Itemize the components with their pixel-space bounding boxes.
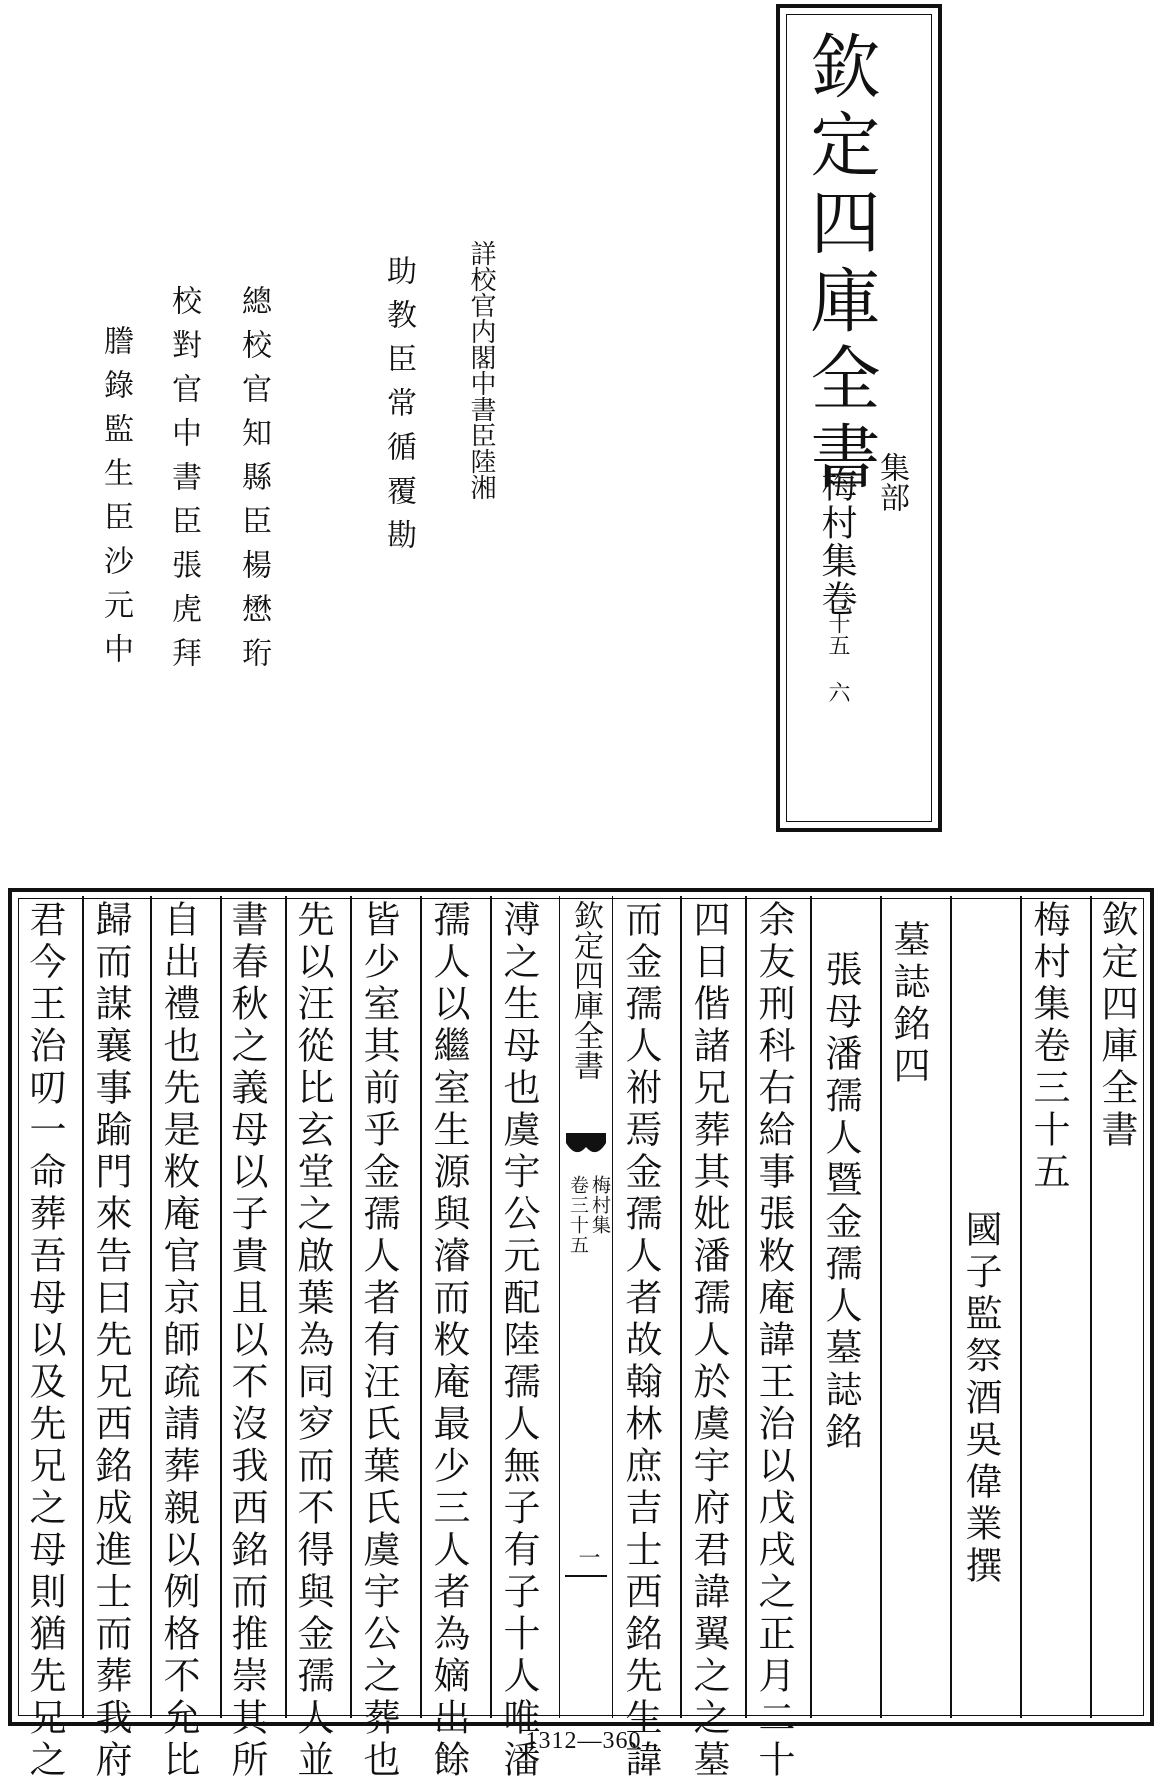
column-rule: [810, 896, 812, 1718]
fold-leaf-number: 一: [575, 1546, 600, 1568]
column-rule: [420, 896, 422, 1718]
piece-title: 張母潘孺人暨金孺人墓誌銘: [819, 950, 862, 1454]
credit-collator: 校對官中書臣張虎拜: [166, 285, 201, 681]
text-line: 孺人以繼室生源與濬而敉庵最少三人者為嫡出餘: [427, 900, 470, 1782]
text-line: 歸而謀襄事踰門來告曰先兄西銘成進士而葬我府: [89, 900, 132, 1782]
text-line: 書春秋之義母以子貴且以不沒我西銘而推崇其所: [225, 900, 268, 1782]
column-rule: [680, 896, 682, 1718]
text-line: 溥之生母也虞宇公元配陸孺人無子有子十人唯潘: [497, 900, 540, 1782]
credit-chief-collator: 總校官知縣臣楊懋珩: [236, 285, 271, 681]
column-rule: [150, 896, 152, 1718]
page-header: 欽定四庫全書: [1095, 900, 1138, 1152]
author-line: 國子監祭酒吳偉業撰: [959, 1210, 1002, 1588]
column-rule: [745, 896, 747, 1718]
credit-assistant: 助教臣常循覆勘: [381, 255, 416, 563]
column-rule: [950, 896, 952, 1718]
text-line: 君今王治叨一命葬吾母以及先兄之母則猶先兄之: [23, 900, 66, 1782]
fold-book-title: 梅村集: [589, 1175, 611, 1235]
fold-volume: 卷三十五: [567, 1175, 589, 1255]
text-line: 余友刑科右給事張敉庵諱王治以戊戌之正月二十: [752, 900, 795, 1782]
text-line: 皆少室其前乎金孺人者有汪氏葉氏虞宇公之葬也: [357, 900, 400, 1782]
credit-proofreader: 詳校官内閣中書臣陸湘: [466, 240, 496, 500]
text-line: 而金孺人祔焉金孺人者故翰林庶吉士西銘先生諱: [619, 900, 662, 1782]
column-rule: [1090, 896, 1092, 1718]
column-rule: [220, 896, 222, 1718]
fold-header: 欽定四庫全書: [568, 900, 603, 1080]
column-rule: [350, 896, 352, 1718]
text-line: 自出禮也先是敉庵官京師疏請葬親以例格不允比: [157, 900, 200, 1782]
column-rule: [490, 896, 492, 1718]
text-line: 先以汪從比玄堂之啟葉為同穸而不得與金孺人並: [291, 900, 334, 1782]
column-rule: [1020, 896, 1022, 1718]
fold-divider: [565, 1575, 607, 1577]
cover-title: 欽定四庫全書: [799, 30, 881, 498]
cover-volume-number: 三十五 六: [825, 590, 850, 703]
volume-title: 梅村集卷三十五: [1027, 900, 1070, 1194]
text-line: 四日偕諸兄葬其妣潘孺人於虞宇府君諱翼之之墓: [687, 900, 730, 1782]
genre-heading: 墓誌銘四: [887, 920, 930, 1088]
cover-book-title: 梅村集卷: [816, 466, 857, 618]
column-rule: [82, 896, 84, 1718]
credit-copyist: 謄錄監生臣沙元中: [98, 325, 133, 677]
page-number: 1312—360: [525, 1728, 642, 1754]
fish-tail-mark-icon: [566, 1133, 606, 1159]
column-rule: [880, 896, 882, 1718]
column-rule: [285, 896, 287, 1718]
cover-section-label: 集部: [874, 452, 909, 512]
